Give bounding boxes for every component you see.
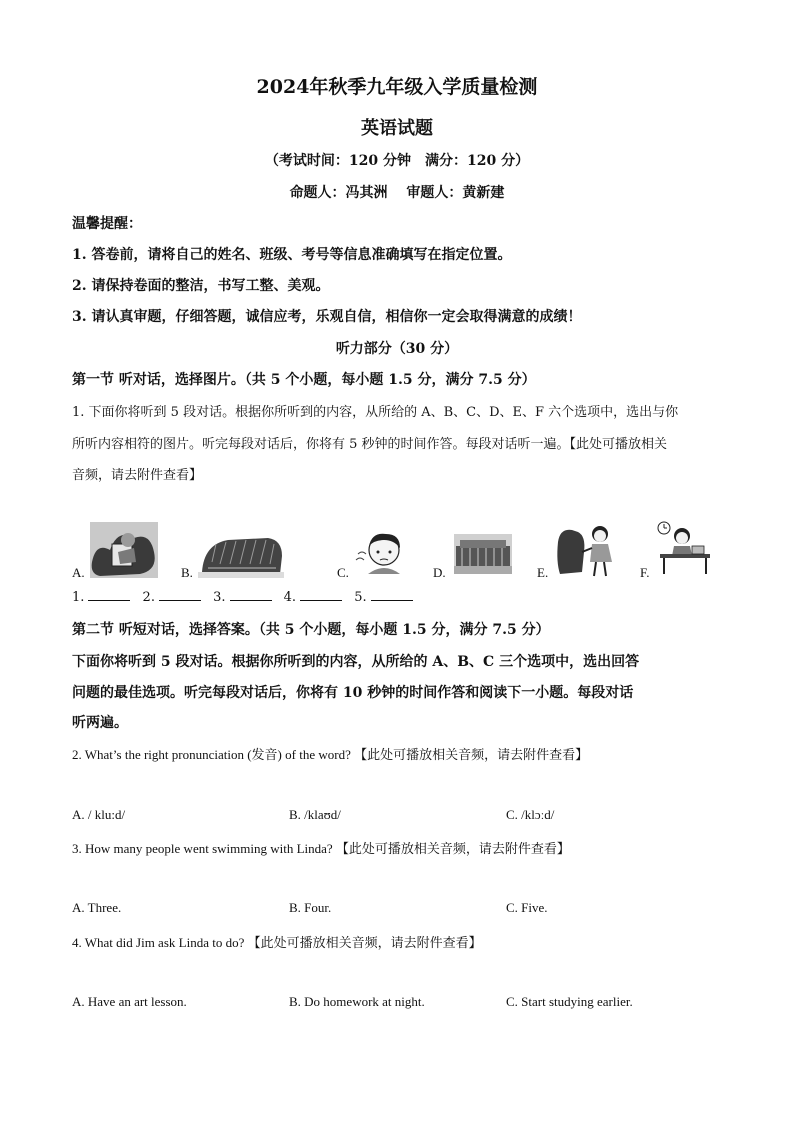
exam-info: （考试时间：120 分钟 满分：120 分） [264,153,530,169]
section1-instructions: 音频，请去附件查看】 [72,468,203,483]
blank-label: 1. [72,590,85,605]
picture-label-f: F. [640,565,650,580]
exam-title: 2024年秋季九年级入学质量检测 [256,76,538,98]
question-4-option-b[interactable]: B. Do homework at night. [289,994,425,1009]
listening-title: 听力部分（30 分） [335,341,459,357]
question-2-option-a[interactable]: A. / klu:d/ [72,807,126,822]
question-3-option-b[interactable]: B. Four. [289,900,332,915]
answer-blanks [72,590,413,605]
answer-blank-4[interactable] [300,590,342,601]
question-2-option-c[interactable]: C. /klɔːd/ [506,807,555,822]
blank-label: 2. [142,590,155,605]
picture-label-b: B. [181,565,193,580]
section2-instructions: 下面你将听到 5 段对话。根据你所听到的内容，从所给的 A、B、C 三个选项中，选出回答 [72,654,640,670]
question-4-option-c[interactable]: C. Start studying earlier. [506,994,633,1009]
blank-label: 4. [283,590,297,605]
picture-label-d: D. [433,565,446,580]
section1-instructions: 所听内容相符的图片。听完每段对话后，你将有 5 秒钟的时间作答。每段对话听一遍。【此处可播放相关 [72,437,668,452]
question-3-option-a[interactable]: A. Three. [72,900,122,915]
question-4-stem: 4. What did Jim ask Linda to do? 【此处可播放相关音频，请去附件查看】 [72,935,482,950]
section2-instructions: 听两遍。 [72,715,128,731]
section2-heading: 第二节 听短对话，选择答案。（共 5 个小题，每小题 1.5 分，满分 7.5 分） [72,622,550,638]
tip-item: 2. 请保持卷面的整洁，书写工整、美观。 [72,278,330,294]
picture-e-girl-with-chair-image [556,522,618,578]
picture-c-sick-boy-image [354,528,410,578]
answer-blank-3[interactable] [230,590,272,601]
picture-a-person-reading-image [90,522,158,578]
answer-blank-5[interactable] [371,590,413,601]
question-3-stem: 3. How many people went swimming with Linda? 【此处可播放相关音频，请去附件查看】 [72,841,570,856]
question-3-option-c[interactable]: C. Five. [506,900,548,915]
section1-heading: 第一节 听对话，选择图片。（共 5 个小题，每小题 1.5 分，满分 7.5 分） [72,372,536,388]
question-2-stem: 2. What’s the right pronunciation (发音) of the word? 【此处可播放相关音频，请去附件查看】 [72,747,589,762]
picture-label-a: A. [72,565,85,580]
section2-instructions: 问题的最佳选项。听完每段对话后，你将有 10 秒钟的时间作答和阅读下一小题。每段对话 [72,685,634,701]
picture-b-stadium-image [198,532,284,578]
blank-label: 5. [354,590,367,605]
tip-item: 1. 答卷前，请将自己的姓名、班级、考号等信息准确填写在指定位置。 [72,247,512,263]
blank-label: 3. [213,590,226,605]
answer-blank-2[interactable] [159,590,201,601]
picture-label-c: C. [337,565,349,580]
picture-label-e: E. [537,565,549,580]
subject-title: 英语试题 [361,118,433,139]
answer-blank-1[interactable] [88,590,130,601]
question-2-option-b[interactable]: B. /klaʊd/ [289,807,341,822]
tip-item: 3. 请认真审题，仔细答题，诚信应考，乐观自信，相信你一定会取得满意的成绩！ [72,309,582,325]
picture-f-boy-studying-image [656,520,712,576]
question-4-option-a[interactable]: A. Have an art lesson. [72,994,187,1009]
exam-authors: 命题人：冯其洲 审题人：黄新建 [289,185,505,201]
tips-heading: 温馨提醒： [72,216,142,232]
section1-instructions: 1. 下面你将听到 5 段对话。根据你所听到的内容，从所给的 A、B、C、D、E、F 六个选项中，选出与你 [72,405,679,420]
picture-d-building-image [454,534,512,574]
